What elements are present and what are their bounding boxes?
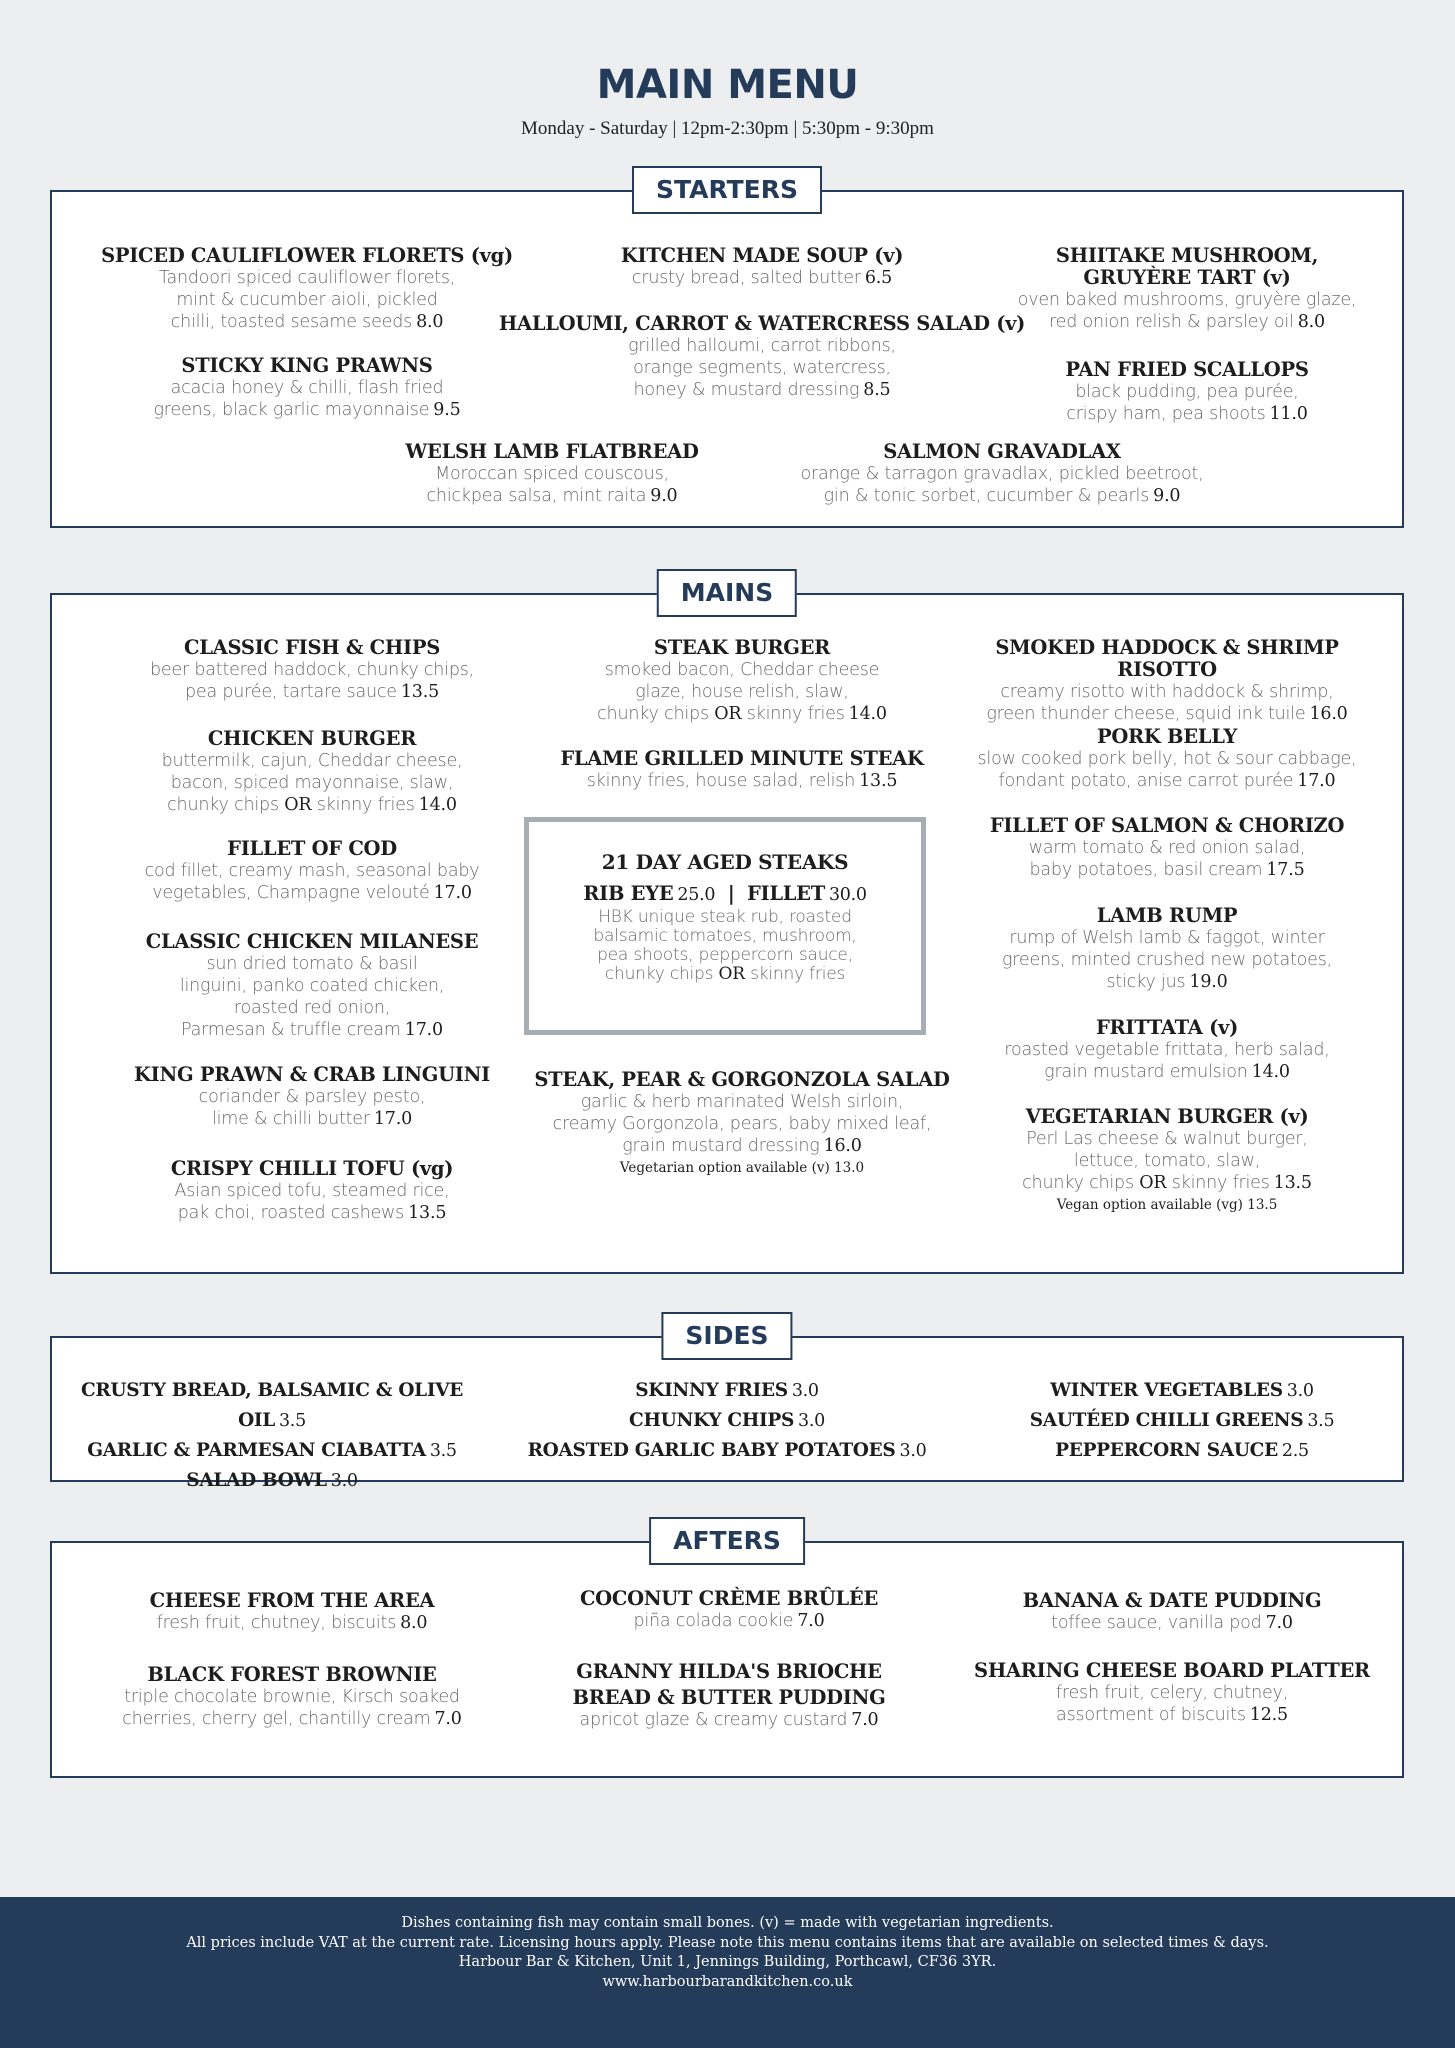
menu-item <box>82 245 532 333</box>
footer <box>0 1897 1455 2048</box>
menu-item <box>952 1106 1382 1214</box>
item-price: 9.0 <box>1153 486 1181 506</box>
item-desc: smoked bacon, Cheddar cheese glaze, house relish, slaw, chunky chips OR skinny fries 14.0 <box>597 660 887 724</box>
footer-line: Dishes containing fish may contain small bones. (v) = made with vegetarian ingredients. <box>401 1915 1054 1931</box>
menu-item <box>952 815 1382 881</box>
item-price: 8.0 <box>416 312 444 332</box>
menu-item <box>952 1017 1382 1083</box>
item-price: 14.0 <box>1251 1062 1290 1082</box>
item-desc: rump of Welsh lamb & faggot, winter greens, minted crushed new potatoes, sticky jus 19.0 <box>1002 928 1332 992</box>
item-name: KING PRAWN & CRAB LINGUINI <box>134 1063 490 1086</box>
item-name: CLASSIC CHICKEN MILANESE <box>145 930 479 953</box>
item-name: WELSH LAMB FLATBREAD <box>405 440 699 463</box>
section-label-afters: AFTERS <box>649 1517 805 1565</box>
item-name: FILLET OF SALMON & CHORIZO <box>989 814 1345 837</box>
menu-item <box>952 905 1382 993</box>
menu-item <box>112 1158 512 1224</box>
menu-item <box>522 1069 962 1177</box>
item-name: VEGETARIAN BURGER (v) <box>1025 1105 1309 1128</box>
item-price: 8.0 <box>1297 312 1325 332</box>
item-price: 9.0 <box>650 486 678 506</box>
menu-item <box>112 1064 512 1130</box>
item-desc: acacia honey & chilli, flash fried greens, black garlic mayonnaise 9.5 <box>153 378 461 420</box>
item-name-line2: BREAD & BUTTER PUDDING <box>572 1686 886 1709</box>
side-item: SALAD BOWL 3.0 <box>186 1470 358 1491</box>
item-price: 7.0 <box>434 1709 462 1729</box>
side-item: PEPPERCORN SAUCE 2.5 <box>1055 1440 1309 1461</box>
steaks-title: 21 DAY AGED STEAKS <box>601 850 849 874</box>
item-price: 3.5 <box>1307 1411 1335 1431</box>
item-price: 6.5 <box>864 268 893 288</box>
item-price: 13.5 <box>1273 1173 1312 1193</box>
item-price: 17.5 <box>1266 860 1305 880</box>
item-desc: roasted vegetable frittata, herb salad, grain mustard emulsion 14.0 <box>1004 1040 1330 1082</box>
item-desc: buttermilk, cajun, Cheddar cheese, bacon, spiced mayonnaise, slaw, chunky chips OR skinny fries 14.0 <box>161 751 463 815</box>
item-name: LAMB RUMP <box>1096 904 1238 927</box>
item-name: CHICKEN BURGER <box>207 727 417 750</box>
item-desc: black pudding, pea purée, crispy ham, pea shoots 11.0 <box>1066 382 1308 424</box>
item-desc: slow cooked pork belly, hot & sour cabbage, fondant potato, anise carrot purée 17.0 <box>977 749 1357 791</box>
item-price: 9.5 <box>433 400 461 420</box>
item-name: HALLOUMI, CARROT & WATERCRESS SALAD (v) <box>498 312 1026 335</box>
footer-line: Harbour Bar & Kitchen, Unit 1, Jennings Building, Porthcawl, CF36 3YR. <box>458 1954 997 1970</box>
item-name: CLASSIC FISH & CHIPS <box>184 636 440 659</box>
menu-item <box>82 355 532 421</box>
page-title: MAIN MENU <box>596 62 859 108</box>
item-price: 12.5 <box>1249 1705 1288 1725</box>
mains-section <box>50 578 1404 1274</box>
menu-item <box>982 359 1392 425</box>
menu-item <box>972 1660 1372 1726</box>
menu-item <box>952 726 1382 792</box>
item-name: CRISPY CHILLI TOFU (vg) <box>170 1157 454 1180</box>
item-price: 8.5 <box>863 380 891 400</box>
opening-hours: Monday - Saturday | 12pm-2:30pm | 5:30pm - 9:30pm <box>521 118 934 139</box>
item-price: 7.0 <box>797 1611 825 1631</box>
item-price: 3.0 <box>899 1441 927 1461</box>
item-price: 8.0 <box>400 1613 428 1633</box>
item-name: SHARING CHEESE BOARD PLATTER <box>974 1659 1370 1682</box>
item-price: 17.0 <box>404 1020 443 1040</box>
item-name: GRANNY HILDA'S BRIOCHE <box>576 1660 882 1683</box>
menu-item <box>112 838 512 904</box>
item-desc: Perl Las cheese & walnut burger, lettuce, tomato, slaw, chunky chips OR skinny fries 13.5 <box>1022 1129 1312 1193</box>
item-desc: toffee sauce, vanilla pod 7.0 <box>1051 1613 1293 1633</box>
item-price: 13.5 <box>400 682 440 702</box>
menu-item <box>112 931 512 1041</box>
item-name: KITCHEN MADE SOUP (v) <box>620 244 904 267</box>
menu-item <box>512 245 1012 289</box>
item-price: 13.5 <box>859 771 898 791</box>
item-desc: Tandoori spiced cauliflower florets, mint & cucumber aioli, pickled chilli, toasted sesame seeds 8.0 <box>158 268 456 332</box>
menu-header <box>0 62 1455 140</box>
menu-item <box>529 1661 929 1731</box>
menu-item <box>92 1590 492 1634</box>
item-price: 11.0 <box>1269 404 1308 424</box>
item-name: STEAK, PEAR & GORGONZOLA SALAD <box>534 1068 950 1091</box>
item-desc: piña colada cookie 7.0 <box>633 1611 825 1631</box>
menu-item <box>982 245 1392 333</box>
item-price: 17.0 <box>1297 771 1336 791</box>
item-price: 3.5 <box>278 1411 306 1431</box>
item-name: SALMON GRAVADLAX <box>883 440 1121 463</box>
item-desc: apricot glaze & creamy custard 7.0 <box>579 1710 879 1730</box>
item-price: 3.0 <box>791 1381 819 1401</box>
steaks-cuts: RIB EYE 25.0 | FILLET 30.0 <box>583 882 867 905</box>
item-name: PAN FRIED SCALLOPS <box>1065 358 1309 381</box>
side-item: ROASTED GARLIC BABY POTATOES 3.0 <box>527 1440 927 1461</box>
item-price: 16.0 <box>1309 704 1348 724</box>
item-price: 3.0 <box>1286 1381 1314 1401</box>
item-price: 7.0 <box>1265 1613 1293 1633</box>
item-price: 14.0 <box>848 704 887 724</box>
item-desc: sun dried tomato & basil linguini, panko coated chicken, roasted red onion, Parmesan & truffle cream 17.0 <box>179 954 445 1040</box>
item-note: Vegan option available (vg) 13.5 <box>1056 1197 1278 1213</box>
item-price: 19.0 <box>1189 972 1228 992</box>
item-name: BANANA & DATE PUDDING <box>1022 1589 1322 1612</box>
steaks-desc: HBK unique steak rub, roasted balsamic tomatoes, mushroom, pea shoots, peppercorn sauce, chunky chips OR skinny fries <box>593 907 857 984</box>
item-desc: fresh fruit, chutney, biscuits 8.0 <box>156 1613 428 1633</box>
menu-item <box>542 748 942 792</box>
section-label-starters: STARTERS <box>632 166 822 214</box>
item-desc: oven baked mushrooms, gruyère glaze, red onion relish & parsley oil 8.0 <box>1017 290 1357 332</box>
item-note: Vegetarian option available (v) 13.0 <box>619 1160 865 1176</box>
item-price: 3.0 <box>330 1471 358 1491</box>
side-item: SKINNY FRIES 3.0 <box>635 1380 819 1401</box>
item-name: BLACK FOREST BROWNIE <box>147 1663 437 1686</box>
sides-column <box>62 1376 482 1496</box>
item-name: SHIITAKE MUSHROOM, <box>1055 244 1319 267</box>
aged-steaks-panel <box>524 817 926 1035</box>
section-label-sides: SIDES <box>661 1312 792 1360</box>
item-desc: triple chocolate brownie, Kirsch soaked cherries, cherry gel, chantilly cream 7.0 <box>122 1687 462 1729</box>
item-desc: beer battered haddock, chunky chips, pea purée, tartare sauce 13.5 <box>149 660 475 702</box>
item-price: 17.0 <box>433 883 472 903</box>
item-price: 7.0 <box>851 1710 879 1730</box>
item-price: 3.5 <box>429 1441 457 1461</box>
item-desc: skinny fries, house salad, relish 13.5 <box>586 771 898 791</box>
item-price: 17.0 <box>373 1109 413 1129</box>
side-item: CRUSTY BREAD, BALSAMIC & OLIVE OIL 3.5 <box>80 1380 464 1431</box>
sides-column <box>982 1376 1382 1466</box>
item-desc: cod fillet, creamy mash, seasonal baby vegetables, Champagne velouté 17.0 <box>144 861 480 903</box>
item-name: COCONUT CRÈME BRÛLÉE <box>579 1587 879 1610</box>
item-price: 3.0 <box>798 1411 825 1431</box>
item-desc: crusty bread, salted butter 6.5 <box>631 268 893 288</box>
item-desc: grilled halloumi, carrot ribbons, orange segments, watercress, honey & mustard dressing 8.5 <box>628 336 896 400</box>
item-price: 13.5 <box>408 1203 447 1223</box>
item-desc: creamy risotto with haddock & shrimp, green thunder cheese, squid ink tuile 16.0 <box>986 682 1348 724</box>
side-item: WINTER VEGETABLES 3.0 <box>1050 1380 1314 1401</box>
item-desc: fresh fruit, celery, chutney, assortment of biscuits 12.5 <box>1055 1683 1289 1725</box>
footer-line: All prices include VAT at the current rate. Licensing hours apply. Please note this menu contains items that are available on selected times & days. <box>186 1934 1269 1951</box>
item-name: FLAME GRILLED MINUTE STEAK <box>560 747 924 770</box>
item-name: SMOKED HADDOCK & SHRIMP RISOTTO <box>995 636 1339 681</box>
menu-item <box>952 637 1382 725</box>
menu-item <box>482 313 1042 401</box>
item-name: STICKY KING PRAWNS <box>181 354 433 377</box>
starters-section <box>50 175 1404 528</box>
menu-item <box>972 1590 1372 1634</box>
side-item: GARLIC & PARMESAN CIABATTA 3.5 <box>87 1440 457 1461</box>
item-name: FILLET OF COD <box>227 837 397 860</box>
item-name-line2: GRUYÈRE TART (v) <box>1083 266 1291 289</box>
item-desc: garlic & herb marinated Welsh sirloin, creamy Gorgonzola, pears, baby mixed leaf, grain mustard dressing 16.0 <box>552 1092 932 1156</box>
item-name: SPICED CAULIFLOWER FLORETS (vg) <box>101 244 513 267</box>
sides-section <box>50 1321 1404 1491</box>
item-price: 16.0 <box>823 1136 862 1156</box>
side-item: CHUNKY CHIPS 3.0 <box>629 1410 825 1431</box>
menu-item <box>542 637 942 725</box>
menu-item <box>112 728 512 816</box>
menu-item <box>352 441 752 507</box>
item-name: PORK BELLY <box>1096 725 1238 748</box>
item-price: 2.5 <box>1281 1441 1309 1461</box>
item-desc: Moroccan spiced couscous, chickpea salsa, mint raita 9.0 <box>426 464 678 506</box>
menu-item <box>112 637 512 703</box>
sides-column <box>512 1376 942 1466</box>
section-label-mains: MAINS <box>657 569 797 617</box>
item-price: 14.0 <box>418 795 457 815</box>
side-item: SAUTÉED CHILLI GREENS 3.5 <box>1029 1410 1335 1431</box>
item-desc: orange & tarragon gravadlax, pickled beetroot, gin & tonic sorbet, cucumber & pearls 9.0 <box>800 464 1204 506</box>
item-name: STEAK BURGER <box>653 636 831 659</box>
item-name: CHEESE FROM THE AREA <box>149 1589 435 1612</box>
item-desc: Asian spiced tofu, steamed rice, pak choi, roasted cashews 13.5 <box>174 1181 450 1223</box>
item-desc: warm tomato & red onion salad, baby potatoes, basil cream 17.5 <box>1028 838 1306 880</box>
item-desc: coriander & parsley pesto, lime & chilli butter 17.0 <box>198 1087 426 1129</box>
menu-item <box>92 1664 492 1730</box>
afters-section <box>50 1526 1404 1778</box>
menu-item <box>752 441 1252 507</box>
item-name: FRITTATA (v) <box>1095 1016 1239 1039</box>
menu-item <box>529 1588 929 1632</box>
footer-website: www.harbourbarandkitchen.co.uk <box>602 1973 853 1990</box>
